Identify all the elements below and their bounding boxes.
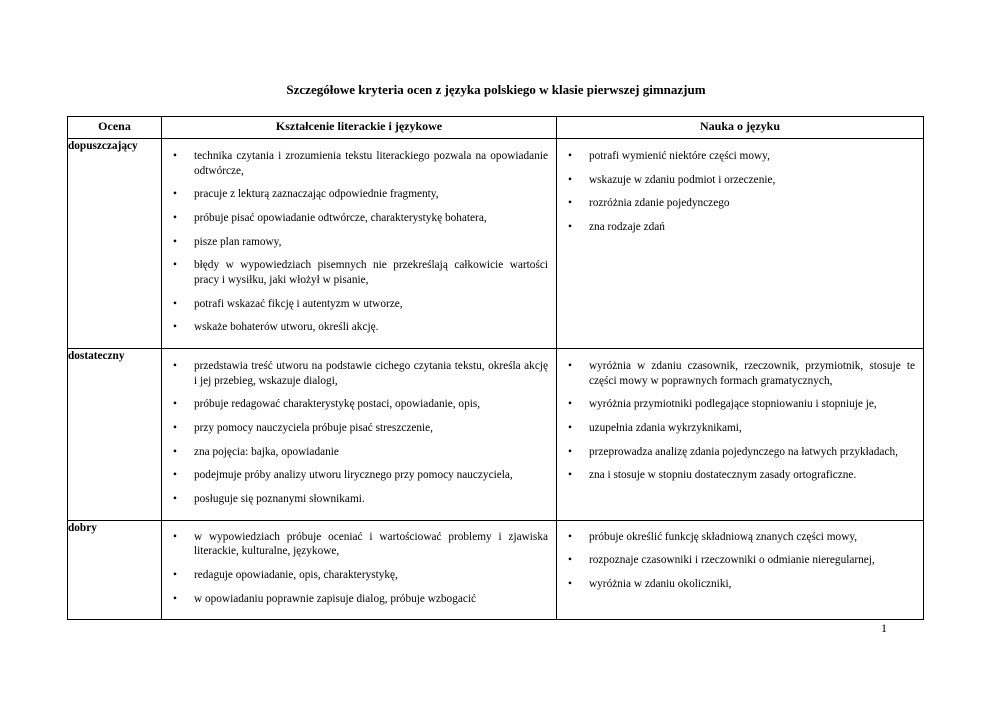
list-item: • wskaże bohaterów utworu, określi akcję.: [194, 320, 548, 335]
table-row: [68, 139, 924, 349]
list-item: • potrafi wskazać fikcję i autentyzm w utworze,: [194, 297, 548, 312]
list-item: • próbuje określić funkcję składniową znanych części mowy,: [589, 530, 915, 545]
list-item: • przedstawia treść utworu na podstawie cichego czytania tekstu, określa akcję i jej przebieg, wskazuje dialogi,: [194, 359, 548, 388]
list-item: • zna rodzaje zdań: [589, 220, 915, 235]
header-grade: Ocena: [68, 117, 162, 139]
list-item: • pisze plan ramowy,: [194, 235, 548, 250]
list-item: • redaguje opowiadanie, opis, charakterystykę,: [194, 568, 548, 583]
list-item: • przy pomocy nauczyciela próbuje pisać streszczenie,: [194, 421, 548, 436]
grade-cell: dobry: [68, 520, 162, 620]
list-item: • w wypowiedziach próbuje oceniać i wartościować problemy i zjawiska literackie, kulturalne, językowe,: [194, 530, 548, 559]
list-item: • próbuje pisać opowiadanie odtwórcze, charakterystykę bohatera,: [194, 211, 548, 226]
list-item: • wskazuje w zdaniu podmiot i orzeczenie,: [589, 173, 915, 188]
literary-criteria-list: [162, 139, 556, 348]
list-item: • błędy w wypowiedziach pisemnych nie przekreślają całkowicie wartości pracy i wysiłku, jaki włożył w pisanie,: [194, 258, 548, 287]
list-item: • podejmuje próby analizy utworu lirycznego przy pomocy nauczyciela,: [194, 468, 548, 483]
list-item: • zna pojęcia: bajka, opowiadanie: [194, 445, 548, 460]
page-number: 1: [881, 621, 887, 635]
language-criteria-list: [557, 139, 923, 248]
list-item: • uzupełnia zdania wykrzyknikami,: [589, 421, 915, 436]
grade-cell: dostateczny: [68, 349, 162, 521]
list-item: • technika czytania i zrozumienia tekstu literackiego pozwala na opowiadanie odtwórcze,: [194, 149, 548, 178]
list-item: • zna i stosuje w stopniu dostatecznym zasady ortograficzne.: [589, 468, 915, 483]
literary-cell: [162, 520, 557, 620]
list-item: • posługuje się poznanymi słownikami.: [194, 492, 548, 507]
header-literary: Kształcenie literackie i językowe: [162, 117, 557, 139]
list-item: • rozróżnia zdanie pojedynczego: [589, 196, 915, 211]
language-cell: [557, 349, 924, 521]
list-item: • przeprowadza analizę zdania pojedynczego na łatwych przykładach,: [589, 445, 915, 460]
list-item: • wyróżnia w zdaniu czasownik, rzeczownik, przymiotnik, stosuje te części mowy w poprawnych formach gramatycznych,: [589, 359, 915, 388]
header-language: Nauka o języku: [557, 117, 924, 139]
grade-cell: dopuszczający: [68, 139, 162, 349]
criteria-table: [67, 116, 924, 620]
list-item: • wyróżnia przymiotniki podlegające stopniowaniu i stopniuje je,: [589, 397, 915, 412]
list-item: • w opowiadaniu poprawnie zapisuje dialog, próbuje wzbogacić: [194, 592, 548, 607]
literary-criteria-list: [162, 349, 556, 520]
list-item: • pracuje z lekturą zaznaczając odpowiednie fragmenty,: [194, 187, 548, 202]
language-cell: [557, 520, 924, 620]
list-item: • wyróżnia w zdaniu okoliczniki,: [589, 577, 915, 592]
list-item: • rozpoznaje czasowniki i rzeczowniki o odmianie nieregularnej,: [589, 553, 915, 568]
language-cell: [557, 139, 924, 349]
table-header-row: [68, 117, 924, 139]
literary-criteria-list: [162, 521, 556, 620]
literary-cell: [162, 349, 557, 521]
list-item: • potrafi wymienić niektóre części mowy,: [589, 149, 915, 164]
document-title: Szczegółowe kryteria ocen z języka polskiego w klasie pierwszej gimnazjum: [286, 82, 706, 97]
list-item: • próbuje redagować charakterystykę postaci, opowiadanie, opis,: [194, 397, 548, 412]
language-criteria-list: [557, 349, 923, 496]
table-row: [68, 520, 924, 620]
language-criteria-list: [557, 521, 923, 605]
literary-cell: [162, 139, 557, 349]
table-row: [68, 349, 924, 521]
